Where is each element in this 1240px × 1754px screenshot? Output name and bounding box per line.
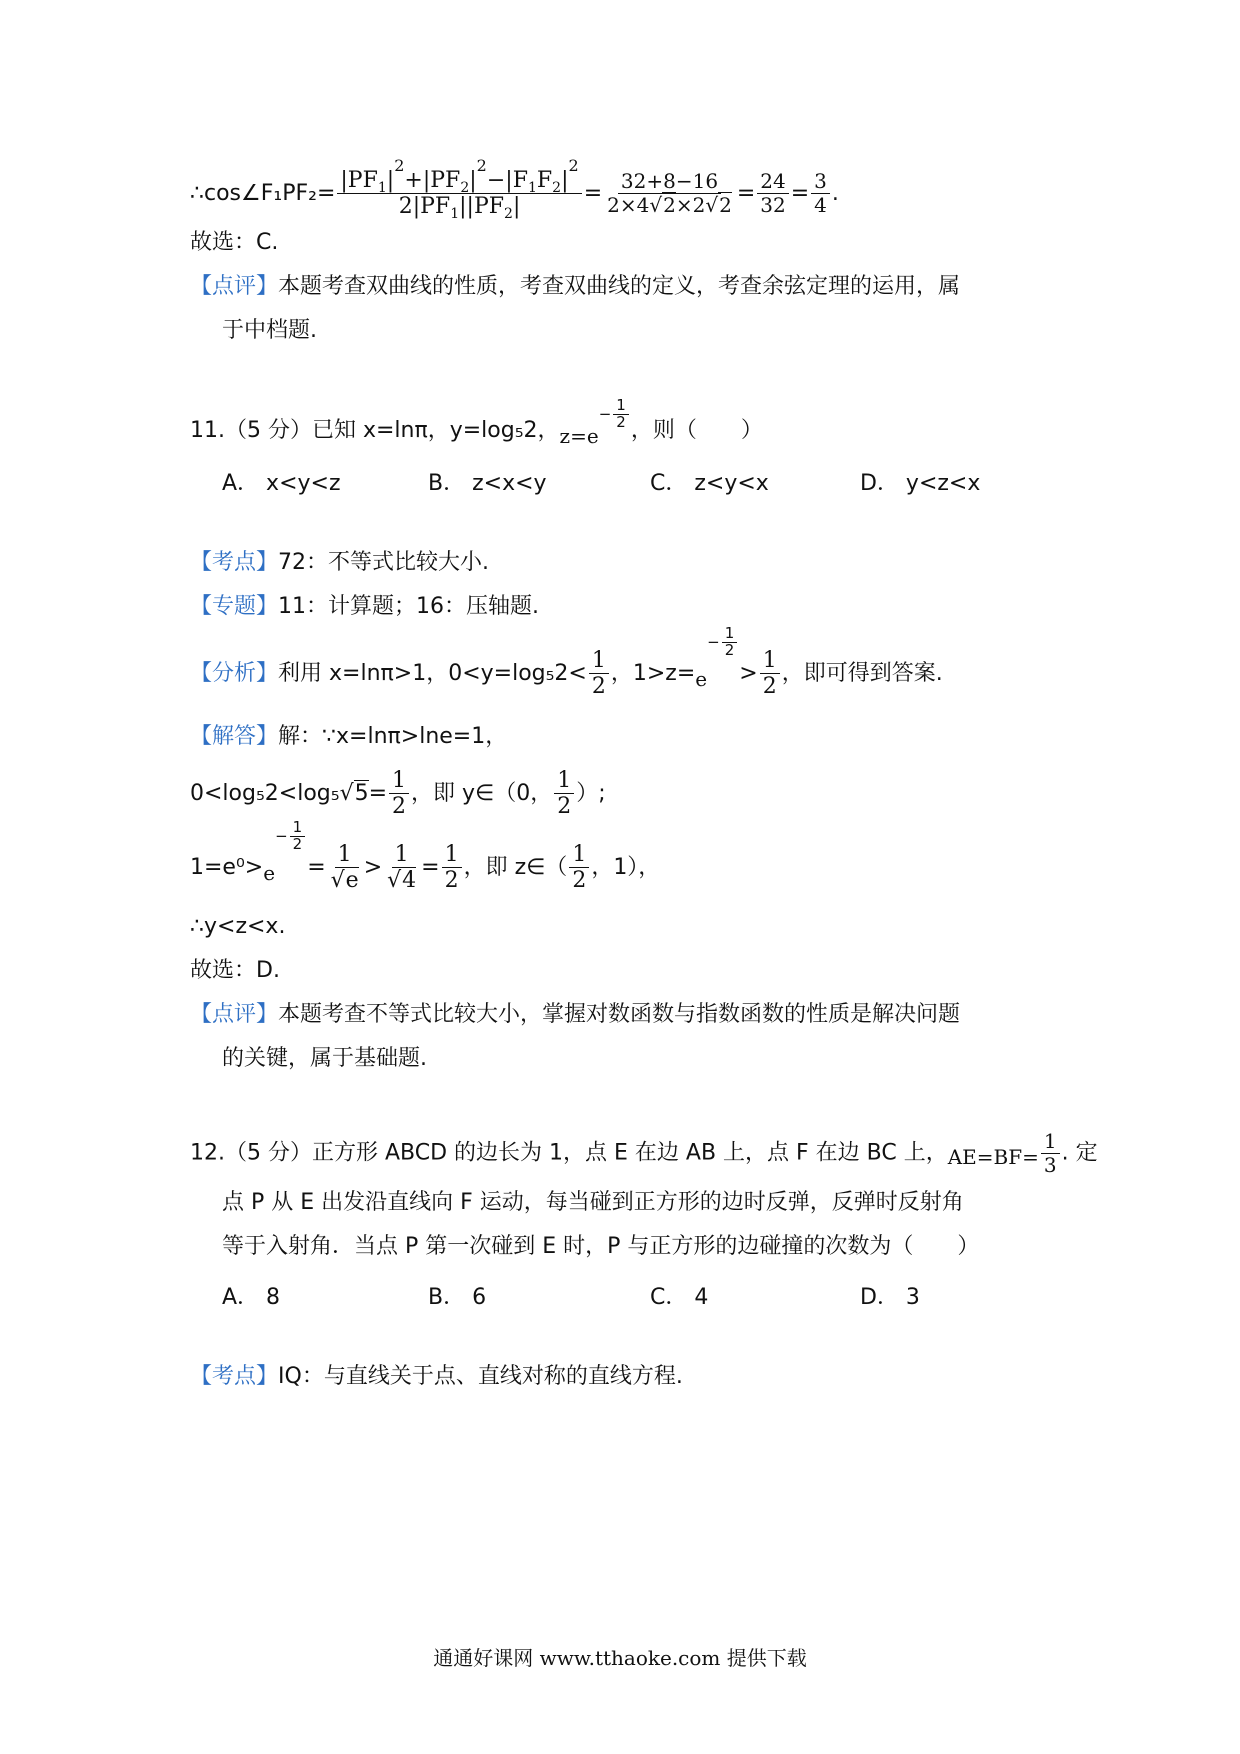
q10-review-cont: 于中档题. [222, 318, 317, 343]
q11-review: 【点评】本题考查不等式比较大小，掌握对数函数与指数函数的性质是解决问题 [190, 1002, 961, 1027]
q11-option-d[interactable]: D． y<z<x [860, 471, 981, 496]
cos-fraction-4: $\frac{3}{4}$ [811, 170, 830, 217]
q11-exponent: − $\frac{1}{2}$ [599, 398, 631, 431]
q11-kaodian: 【考点】72：不等式比较大小. [190, 550, 490, 575]
q11-zhuanti: 【专题】11：计算题；16：压轴题. [190, 594, 539, 619]
cos-fraction-1: $\frac{|PF_1|^2+|PF_2|^2-|F_1F_2|^2}{2|PF_1||PF_2|}$ [337, 168, 581, 220]
cos-formula-line: ∴cos∠F₁PF₂= $\frac{|PF_1|^2+|PF_2|^2-|F_1F_2|^2}{2|PF_1||PF_2|}$ = $\frac{32+8-16}{2\times 4√2\times 2√2}$ = $\frac{24}{32}$ = $\frac{3}{4}$ . [190, 156, 839, 223]
q11-answer: 故选：D. [190, 958, 280, 983]
q11-option-a[interactable]: A． x<y<z [222, 471, 341, 496]
q11-jieda-line4: ∴y<z<x. [190, 914, 286, 939]
q12-kaodian: 【考点】IQ：与直线关于点、直线对称的直线方程. [190, 1364, 683, 1389]
q12-stem-line2: 点 P 从 E 出发沿直线向 F 运动，每当碰到正方形的边时反弹，反弹时反射角 [222, 1190, 964, 1215]
q11-jieda-line3: 1=e⁰>e − $\frac{1}{2}$ = $\frac{1}{√e}$ > $\frac{1}{√4}$ = $\frac{1}{2}$ ，即 z∈（ $\frac{1}{2}$ ，1）， [190, 818, 661, 894]
review-tag: 【点评】 [190, 274, 279, 299]
q11-stem: 11.（5 分）已知 x=lnπ，y=log₅2，z=e − $\frac{1}{2}$ ，则（ ） [190, 396, 763, 448]
q11-fenxi: 【分析】利用 x=lnπ>1，0<y=log₅2< $\frac{1}{2}$ ，1>z=e − $\frac{1}{2}$ > $\frac{1}{2}$ ，即可得到答案. [190, 624, 943, 700]
cos-fraction-3: $\frac{24}{32}$ [757, 170, 788, 217]
q12-stem-line1: 12.（5 分）正方形 ABCD 的边长为 1，点 E 在边 AB 上，点 F 在边 BC 上，AE=BF= $\frac{1}{3}$ . 定 [190, 1129, 1098, 1177]
q12-stem-line3: 等于入射角．当点 P 第一次碰到 E 时，P 与正方形的边碰撞的次数为（ ） [222, 1234, 980, 1259]
q11-option-c[interactable]: C． z<y<x [650, 471, 769, 496]
q11-review-cont: 的关键，属于基础题. [222, 1046, 427, 1071]
q10-review: 【点评】本题考查双曲线的性质，考查双曲线的定义，考查余弦定理的运用，属 [190, 274, 961, 299]
q10-answer: 故选：C. [190, 230, 279, 255]
page-footer: 通通好课网 www.tthaoke.com 提供下载 [433, 1646, 807, 1670]
q11-jieda-line2: 0<log₅2<log₅√5= $\frac{1}{2}$ ，即 y∈（0， $\frac{1}{2}$ ）; [190, 768, 606, 820]
q12-option-c[interactable]: C． 4 [650, 1285, 709, 1310]
equals-sign: = [583, 180, 603, 206]
q12-option-b[interactable]: B． 6 [428, 1285, 487, 1310]
q11-jieda: 【解答】解：∵x=lnπ>lne=1， [190, 724, 508, 749]
cos-fraction-2: $\frac{32+8-16}{2\times 4√2\times 2√2}$ [607, 169, 732, 218]
q12-option-a[interactable]: A． 8 [222, 1285, 281, 1310]
q12-option-d[interactable]: D． 3 [860, 1285, 920, 1310]
q11-option-b[interactable]: B． z<x<y [428, 471, 547, 496]
cos-prefix: ∴cos∠F₁PF₂= [190, 180, 336, 206]
